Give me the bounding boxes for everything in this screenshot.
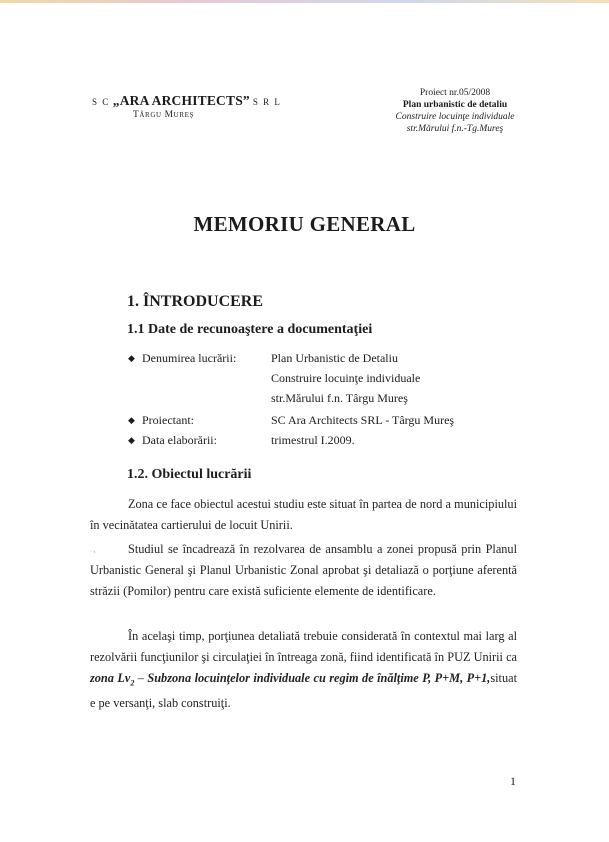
field-label-row bbox=[128, 412, 194, 428]
company-city: Târgu Mureş bbox=[133, 110, 194, 120]
subsection-heading: 1.2. Obiectul lucrării bbox=[127, 467, 252, 482]
field-label-row bbox=[128, 432, 217, 448]
field-value: str.Mărului f.n. Târgu Mureş bbox=[271, 391, 408, 405]
paragraph: Studiul se încadrează în rezolvarea de ansamblu a zonei propusă prin Planul Urbanistic General şi Planul Urbanistic Zonal aprobat şi detaliază o porţiune aferentă străzii (Pomilor) pentru care există suficiente elemente de identificare. bbox=[90, 542, 517, 598]
field-value: SC Ara Architects SRL - Târgu Mureş bbox=[271, 413, 455, 427]
bullet-icon: ◆ bbox=[128, 415, 135, 425]
field-label: Data elaborării: bbox=[142, 433, 217, 447]
field-value: Plan Urbanistic de Detaliu bbox=[271, 351, 398, 365]
bullet-icon: ◆ bbox=[128, 353, 135, 363]
bullet-icon: ◆ bbox=[128, 435, 135, 445]
section-heading: 1. ÎNTRODUCERE bbox=[127, 293, 264, 310]
project-address: str.Mărului f.n.-Tg.Mureş bbox=[406, 124, 504, 134]
paragraph: În acelaşi timp, porţiunea detaliată trebuie considerată în contextul mai larg al rezolvării funcţiunilor şi circulaţiei în întreaga zonă, fiind identificată în PUZ Unirii ca zona $Lv_2$ – Subzona locuinţelor individuale cu regim de înălţime P, P+M, P+1,situat e pe versanţi, slab construiţi. bbox=[90, 629, 518, 711]
zone-description: Subzona locuinţelor individuale cu regim de înălţime P, P+M, P+1, bbox=[147, 671, 491, 685]
field-label: Denumirea lucrării: bbox=[142, 351, 237, 365]
document-title: MEMORIU GENERAL bbox=[193, 212, 416, 236]
project-number: Proiect nr.05/2008 bbox=[419, 88, 491, 98]
page-number: 1 bbox=[510, 774, 516, 788]
field-value: Construire locuinţe individuale bbox=[271, 371, 421, 385]
company-name: S C „ARA ARCHITECTS” S R L bbox=[92, 93, 282, 108]
project-name: Construire locuinţe individuale bbox=[395, 112, 515, 122]
paragraph: Zona ce face obiectul acestui studiu este situat în partea de nord a municipiului în vecinătatea cartierului de locuit Unirii. bbox=[90, 497, 517, 532]
field-value: trimestrul I.2009. bbox=[271, 433, 355, 447]
zone-code: zona $Lv_2$ bbox=[90, 671, 135, 688]
top-edge-strip bbox=[0, 0, 609, 3]
scan-mark: · bbox=[93, 547, 96, 557]
field-label-row bbox=[128, 350, 236, 366]
subsection-heading: 1.1 Date de recunoaştere a documentaţiei bbox=[127, 322, 373, 337]
project-info-block bbox=[380, 87, 530, 135]
plan-type: Plan urbanistic de detaliu bbox=[402, 100, 508, 110]
field-label: Proiectant: bbox=[142, 413, 194, 427]
